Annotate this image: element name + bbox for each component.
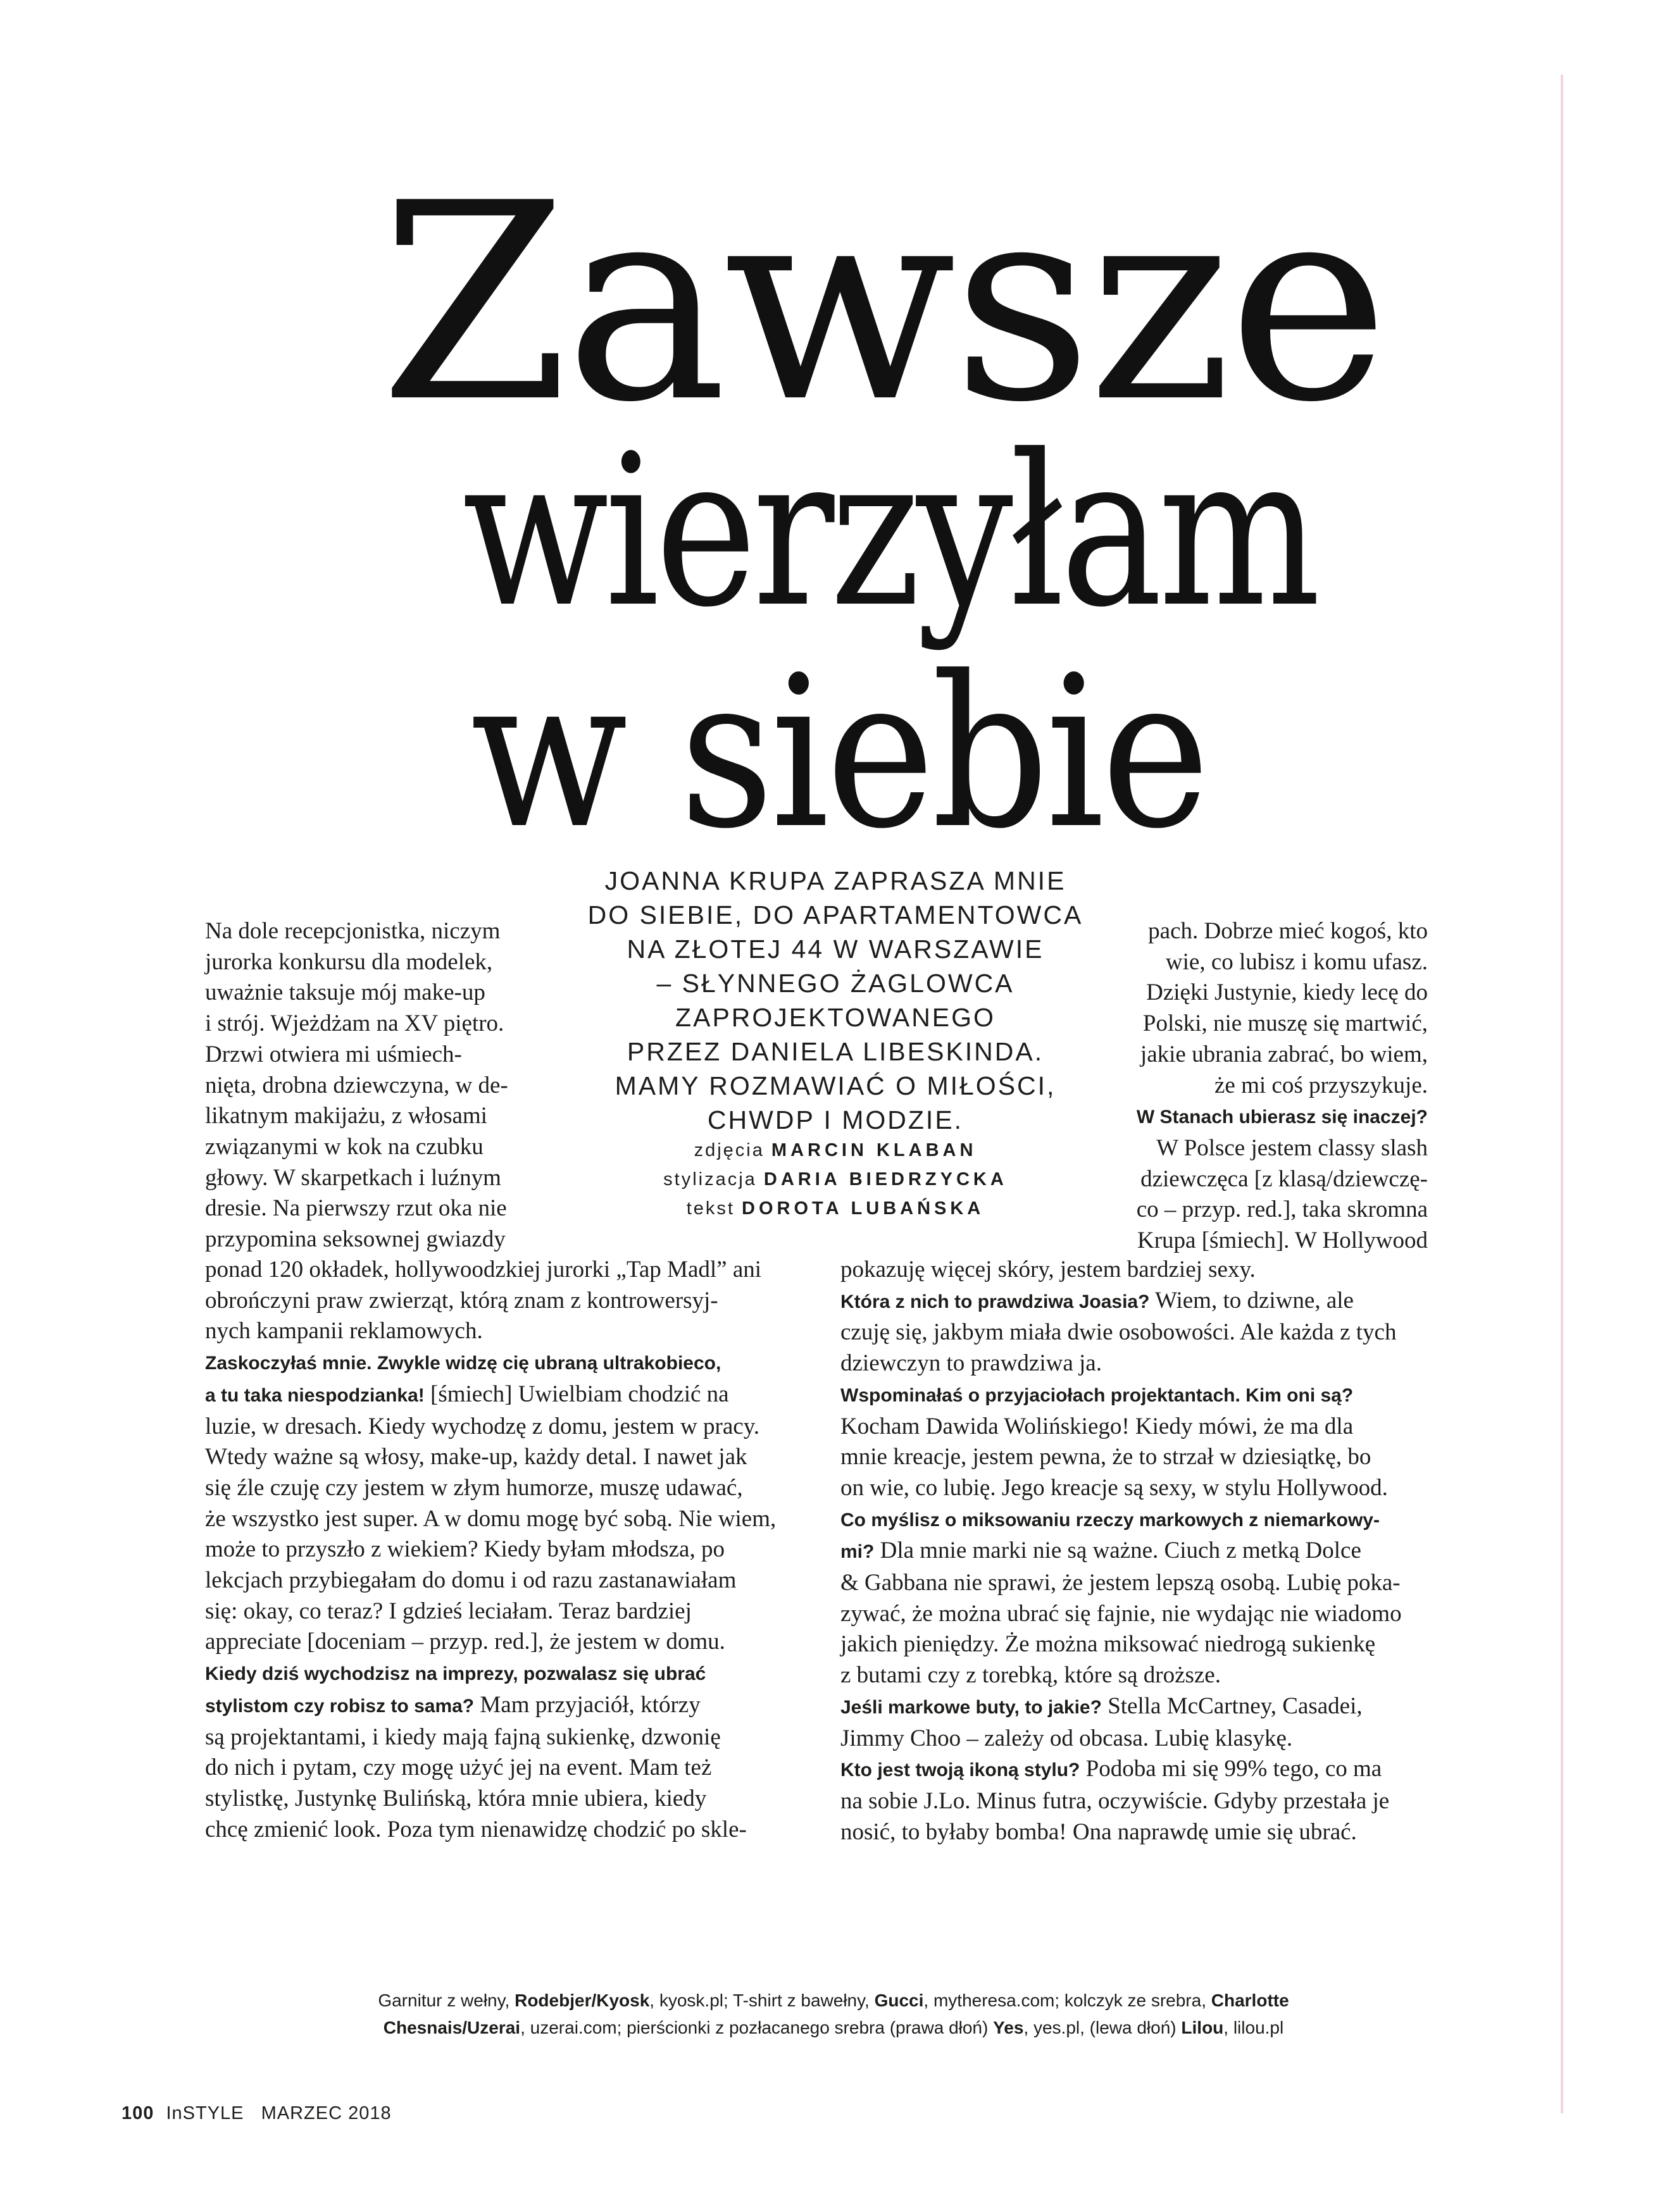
text-line: związanymi w kok na czubku (205, 1133, 484, 1160)
answer-text: stylistkę, Justynkę Bulińską, która mnie ubiera, kiedy (205, 1785, 707, 1811)
headline-line-2: wierzyłam (462, 410, 1317, 653)
interview-question: mi? (840, 1541, 875, 1563)
text-line (840, 1599, 1428, 1630)
text-line (840, 1568, 1428, 1599)
text-line (840, 1724, 1428, 1755)
answer-text: Podoba mi się 99% tego, co ma (1080, 1756, 1382, 1782)
text-line: uważnie taksuje mój make-up (205, 979, 485, 1006)
answer-text: ponad 120 okładek, hollywoodzkiej jurorki „Tap Madl” ani (205, 1257, 762, 1283)
answer-text: & Gabbana nie sprawi, że jestem lepszą osobą. Lubię poka- (840, 1570, 1401, 1596)
text-line (205, 1753, 806, 1784)
answer-text: czuję się, jakbym miała dwie osobowości. Ale każda z tych (840, 1319, 1397, 1346)
text-line (840, 1379, 1428, 1412)
answer-text: Mam przyjaciół, którzy (474, 1691, 701, 1718)
answer-text: dziewczyn to prawdziwa ja. (840, 1350, 1102, 1377)
answer-text: do nich i pytam, czy mogę użyć jej na event. Mam też (205, 1755, 712, 1781)
text-line (1110, 978, 1428, 1009)
headline-line-1: Zawsze (380, 146, 1385, 462)
caption-text: , uzerai.com; pierścionki z pozłacanego srebra (prawa dłoń) (520, 2018, 994, 2037)
body-column-right-top (1110, 916, 1428, 1257)
text-line (840, 1504, 1428, 1536)
answer-text: lekcjach przybiegałam do domu i od razu zastanawiałam (205, 1567, 737, 1594)
answer-text: się: okay, co teraz? I gdzieś leciałam. Teraz bardziej (205, 1598, 692, 1624)
text-line (205, 1565, 806, 1596)
answer-text: Krupa [śmiech]. W Hollywood (1137, 1227, 1428, 1254)
lead-line: NA ZŁOTEJ 44 W WARSZAWIE (627, 935, 1044, 964)
text-line (840, 1412, 1428, 1443)
text-line (840, 1817, 1428, 1848)
interview-question: stylistom czy robisz to sama? (205, 1695, 475, 1717)
answer-text: Stella McCartney, Casadei, (1101, 1693, 1363, 1719)
answer-text: nosić, to byłaby bomba! Ona naprawdę umie się ubrać. (840, 1818, 1357, 1845)
text-line (840, 1348, 1428, 1379)
text-line (205, 1722, 806, 1753)
answer-text: na sobie J.Lo. Minus futra, oczywiście. Gdyby przestała je (840, 1787, 1390, 1814)
text-line (840, 1660, 1428, 1691)
answer-text: są projektantami, i kiedy mają fajną sukienkę, dzwonię (205, 1724, 721, 1750)
answer-text: chcę zmienić look. Poza tym nienawidzę chodzić po skle- (205, 1816, 747, 1842)
text-line (840, 1255, 1428, 1286)
answer-text: pach. Dobrze mieć kogoś, kto (1148, 918, 1428, 944)
lead-paragraph (557, 864, 1114, 1137)
caption-text: Garnitur z wełny, (378, 1991, 515, 2010)
text-line (840, 1629, 1428, 1660)
caption-line (240, 1987, 1427, 2014)
lead-line: ZAPROJEKTOWANEGO (675, 1003, 996, 1032)
headline-line-3: w siebie (470, 631, 1207, 874)
answer-text: może to przyszło z wiekiem? Kiedy byłam młodsza, po (205, 1536, 725, 1563)
text-line (1110, 1009, 1428, 1040)
answer-text: jakie ubrania zabrać, bo wiem, (1140, 1041, 1428, 1067)
caption-text: , lilou.pl (1223, 2018, 1284, 2037)
fashion-credits-caption (240, 1987, 1427, 2041)
lead-line: – SŁYNNEGO ŻAGLOWCA (656, 969, 1015, 998)
text-line (1110, 916, 1428, 947)
text-line (1110, 1040, 1428, 1071)
caption-text: , yes.pl, (lewa dłoń) (1023, 2018, 1182, 2037)
answer-text: on wie, co lubię. Jego kreacje są sexy, w stylu Hollywood. (840, 1474, 1388, 1501)
text-line (205, 1596, 806, 1627)
page-folio (122, 2103, 392, 2124)
credit-name: MARCIN KLABAN (771, 1140, 977, 1160)
credit-role: stylizacja (663, 1169, 757, 1190)
brand-name: Lilou (1181, 2018, 1224, 2037)
answer-text: jakich pieniędzy. Że można miksować niedrogą sukienkę (840, 1631, 1376, 1658)
answer-text: że mi coś przyszykuje. (1214, 1072, 1428, 1098)
lead-line: MAMY ROZMAWIAĆ O MIŁOŚCI, (615, 1071, 1056, 1100)
body-column-left-top (205, 916, 537, 1255)
answer-text: appreciate [doceniam – przyp. red.], że jestem w domu. (205, 1629, 725, 1655)
text-line (1110, 1133, 1428, 1164)
text-line (205, 1286, 806, 1317)
text-line: i strój. Wjeżdżam na XV piętro. (205, 1010, 504, 1037)
text-line (205, 1504, 806, 1535)
interview-question: a tu taka niespodzianka! (205, 1384, 425, 1406)
text-line (1110, 1164, 1428, 1195)
answer-text: Wtedy ważne są włosy, make-up, każdy detal. I nawet jak (205, 1444, 747, 1470)
text-line (840, 1754, 1428, 1786)
text-line (205, 1255, 806, 1286)
answer-text: co – przyp. red.], taka skromna (1136, 1196, 1428, 1223)
answer-text: zywać, że można ubrać się fajnie, nie wydając nie wiadomo (840, 1600, 1402, 1627)
text-line: nięta, drobna dziewczyna, w de- (205, 1072, 508, 1098)
text-line (840, 1442, 1428, 1473)
text-line (1110, 1101, 1428, 1133)
text-line (205, 1815, 806, 1846)
brand-name: Gucci (874, 1991, 924, 2010)
brand-name: Yes (993, 2018, 1024, 2037)
answer-text: się źle czuję czy jestem w złym humorze, muszę udawać, (205, 1474, 743, 1501)
caption-text: , mytheresa.com; kolczyk ze srebra, (923, 1991, 1211, 2010)
answer-text: [śmiech] Uwielbiam chodzić na (424, 1381, 729, 1407)
page-number: 100 (122, 2103, 154, 2123)
brand-name: Chesnais/Uzerai (383, 2018, 521, 2037)
credit-text (557, 1194, 1114, 1223)
text-line (840, 1691, 1428, 1724)
text-line: Drzwi otwiera mi uśmiech- (205, 1041, 462, 1067)
text-line (205, 1473, 806, 1504)
text-line (205, 1347, 806, 1379)
text-line (1110, 1071, 1428, 1102)
credit-role: tekst (686, 1198, 735, 1219)
text-line (1110, 1195, 1428, 1226)
answer-text: wie, co lubisz i komu ufasz. (1165, 948, 1428, 975)
text-line (205, 1627, 806, 1658)
text-line: głowy. W skarpetkach i luźnym (205, 1164, 501, 1191)
text-line: Na dole recepcjonistka, niczym (205, 918, 501, 944)
answer-text: W Polsce jestem classy slash (1156, 1134, 1428, 1161)
credits (557, 1136, 1114, 1223)
issue-date: MARZEC 2018 (261, 2103, 392, 2123)
page-margin-rule (1561, 75, 1563, 2113)
lead-line: DO SIEBIE, DO APARTAMENTOWCA (587, 900, 1083, 929)
text-line (205, 1379, 806, 1412)
text-line (205, 1690, 806, 1722)
credit-photos (557, 1136, 1114, 1165)
credit-name: DOROTA LUBAŃSKA (742, 1198, 985, 1219)
text-line (840, 1286, 1428, 1318)
lead-line: PRZEZ DANIELA LIBESKINDA. (627, 1037, 1044, 1066)
text-line (840, 1536, 1428, 1568)
text-line (205, 1658, 806, 1690)
text-line: dresie. Na pierwszy rzut oka nie (205, 1195, 507, 1222)
credit-role: zdjęcia (694, 1140, 765, 1160)
text-line: przypomina seksownej gwiazdy (205, 1226, 506, 1253)
answer-text: Dla mnie marki nie są ważne. Ciuch z metką Dolce (874, 1538, 1361, 1564)
interview-question: Kiedy dziś wychodzisz na imprezy, pozwalasz się ubrać (205, 1663, 706, 1685)
answer-text: Wiem, to dziwne, ale (1149, 1287, 1354, 1314)
text-line (205, 1784, 806, 1815)
text-line (205, 1442, 806, 1473)
credit-styling (557, 1165, 1114, 1194)
caption-text: , kyosk.pl; T-shirt z bawełny, (649, 1991, 875, 2010)
brand-name: Charlotte (1211, 1991, 1289, 2010)
text-line (205, 1534, 806, 1565)
interview-question: Która z nich to prawdziwa Joasia? (840, 1291, 1150, 1312)
answer-text: luzie, w dresach. Kiedy wychodzę z domu, jestem w pracy. (205, 1413, 760, 1439)
answer-text: dziewczęca [z klasą/dziewczę- (1140, 1165, 1428, 1192)
answer-text: z butami czy z torebką, które są droższe. (840, 1662, 1221, 1689)
interview-question: Wspominałaś o przyjaciołach projektantach. Kim oni są? (840, 1384, 1354, 1406)
text-line (840, 1473, 1428, 1504)
interview-question: Jeśli markowe buty, to jakie? (840, 1696, 1102, 1718)
credit-name: DARIA BIEDRZYCKA (763, 1169, 1008, 1190)
body-column-right-bottom (840, 1255, 1428, 1848)
answer-text: pokazuję więcej skóry, jestem bardziej sexy. (840, 1257, 1256, 1283)
brand-name: Rodebjer/Kyosk (515, 1991, 650, 2010)
interview-question: Kto jest twoją ikoną stylu? (840, 1760, 1080, 1781)
text-line (205, 1316, 806, 1347)
interview-question: Zaskoczyłaś mnie. Zwykle widzę cię ubraną ultrakobieco, (205, 1353, 721, 1374)
magazine-name: InSTYLE (166, 2103, 244, 2123)
text-line (205, 1412, 806, 1443)
answer-text: Kocham Dawida Wolińskiego! Kiedy mówi, że ma dla (840, 1413, 1354, 1439)
text-line (840, 1786, 1428, 1817)
answer-text: Dzięki Justynie, kiedy lecę do (1146, 979, 1428, 1006)
text-line (1110, 947, 1428, 978)
answer-text: mnie kreacje, jestem pewna, że to strzał w dziesiątkę, bo (840, 1444, 1371, 1470)
answer-text: że wszystko jest super. A w domu mogę być sobą. Nie wiem, (205, 1505, 777, 1532)
answer-text: nych kampanii reklamowych. (205, 1318, 483, 1345)
caption-line (240, 2014, 1427, 2041)
text-line (840, 1317, 1428, 1348)
lead-line: CHWDP I MODZIE. (707, 1105, 964, 1134)
answer-text: Jimmy Choo – zależy od obcasa. Lubię klasykę. (840, 1725, 1293, 1751)
text-line: likatnym makijażu, z włosami (205, 1103, 487, 1129)
headline (380, 146, 1385, 874)
answer-text: obrończyni praw zwierząt, którą znam z kontrowersyj- (205, 1287, 718, 1314)
lead-line: JOANNA KRUPA ZAPRASZA MNIE (604, 866, 1066, 895)
body-column-left-bottom (205, 1255, 806, 1845)
text-line (1110, 1226, 1428, 1257)
text-line: jurorka konkursu dla modelek, (205, 948, 493, 975)
answer-text: Polski, nie muszę się martwić, (1142, 1010, 1428, 1037)
interview-question: Co myślisz o miksowaniu rzeczy markowych z niemarkowy- (840, 1509, 1380, 1531)
interview-question: W Stanach ubierasz się inaczej? (1136, 1107, 1428, 1128)
